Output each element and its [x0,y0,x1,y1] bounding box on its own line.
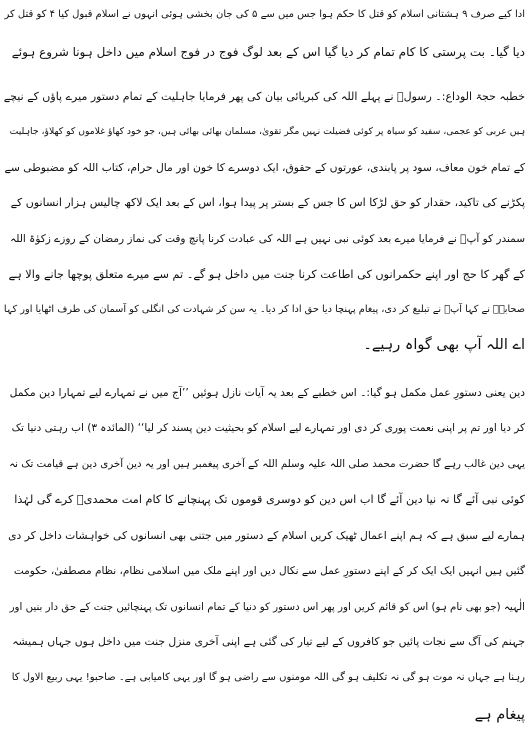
text-line-14: کوئی نبی آئے گا نہ نیا دین آئے گا اب اس دین کو دوسری قوموں تک پہنچانے کا کام امت محمدیؐ کرے گی لہٰذا [14,493,525,506]
text-line-15: ہمارے لیے سبق ہے کہ ہم اپنے اعمال ٹھیک کریں اسلام کے دستور میں جتنی بھی انسانوں کی خواہشات داخل کر دی [8,529,525,542]
text-line-5: کے تمام خون معاف، سود پر پابندی، عورتوں کے حقوق، ایک دوسرے کا خون اور مال حرام، کتاب اللہ کو مضبوطی سے [4,161,525,174]
text-line-2: دیا گیا۔ بت پرستی کا کام تمام کر دیا گیا اس کے بعد لوگ فوج در فوج اسلام میں داخل ہونا شروع ہوئے [11,45,525,59]
text-line-6: پکڑنے کی تاکید، حقدار کو حق لڑکا اس کا جس کے بستر پر پیدا ہوا، اس کے بعد ایک لاکھ چالیس ہزار انسانوں کے [10,196,525,209]
text-line-16: گئیں ہیں انہیں ایک ایک کر کے اپنے دستورِ عمل سے نکال دیں اور اپنے ملک میں اسلامی نظام، نظام مصطفیٰ، حکومت [13,565,525,577]
text-line-20: پیغام ہے [474,707,525,723]
text-line-4: ہیں عربی کو عجمی، سفید کو سیاہ پر کوئی فضیلت نہیں مگر تقویٰ، مسلمان بھائی بھائی ہیں، جو خود کھاؤ غلاموں کو کھلاؤ، جاہلیت [9,126,525,137]
text-line-7: سمندر کو آپؐ نے فرمایا میرے بعد کوئی نبی نہیں ہے اللہ کی عبادت کرنا پانچ وقت کی نماز رمضان کے روزے زکوٰۃ اللہ [10,233,525,245]
text-line-9: صحابہؓ نے کہا آپؐ نے تبلیغ کر دی، پیغام پہنچا دیا حق ادا کر دیا۔ یہ سن کر شہادت کی انگلی کو آسمان کی طرف اٹھایا اور کہا [4,304,525,315]
text-line-1: ادا کیے صرف ۹ ہشتانی اسلام کو قتل کا حکم ہوا جس میں سے ۵ کی جان بخشی ہوئی انہوں نے اسلام قبول کیا ۴ کو قتل کر [4,9,525,20]
text-line-19: رہنا ہے جہاں نہ موت ہو گی نہ تکلیف ہو گی اللہ مومنوں سے راضی ہو گا اور یہی کامیابی ہے۔ صاحبو! یہی ربیع الاول کا [11,672,525,683]
text-line-3: خطبہ حجۃ الوداع:۔ رسولؐ نے پہلے اللہ کی کبریائی بیان کی پھر فرمایا جاہلیت کے تمام دستور میرے پاؤں کے نیچے [4,90,525,103]
text-line-13: یہی دین غالب رہے گا حضرت محمد صلی اللہ علیہ وسلم اللہ کے آخری پیغمبر ہیں اور یہ دین آخری دین ہے قیامت تک نہ [9,458,525,470]
text-line-12: کر دیا اور تم پر اپنی نعمت پوری کر دی اور تمہارے لیے اسلام کو بحیثیت دین پسند کر لیا‘‘ (المائدہ ۳) اب رہتی دنیا تک [11,422,525,434]
text-line-18: جہنم کی آگ سے نجات پائیں جو کافروں کے لیے تیار کی گئی ہے اپنی آخری منزل جنت میں داخل ہوں جہاں ہمیشہ [12,635,525,648]
text-line-8: کے گھر کا حج اور اپنے حکمرانوں کی اطاعت کرنا جنت میں داخل ہو گے۔ تم سے میرے متعلق پوچھا جانے والا ہے [8,268,525,281]
text-line-17: الٰہیہ (جو بھی نام ہو) اس کو قائم کریں اور پھر اس دستور کو دنیا کے تمام انسانوں تک پہنچائیں جنت کے حق دار بنیں اور [9,601,525,613]
text-line-10: اے اللہ آپ بھی گواہ رہیے۔ [363,337,525,353]
text-line-11: دین یعنی دستورِ عمل مکمل ہو گیا:۔ اس خطبے کے بعد یہ آیات نازل ہوئیں ’’آج میں نے تمہارے لیے تمہارا دین مکمل [9,386,525,399]
urdu-text-page [4,0,525,747]
